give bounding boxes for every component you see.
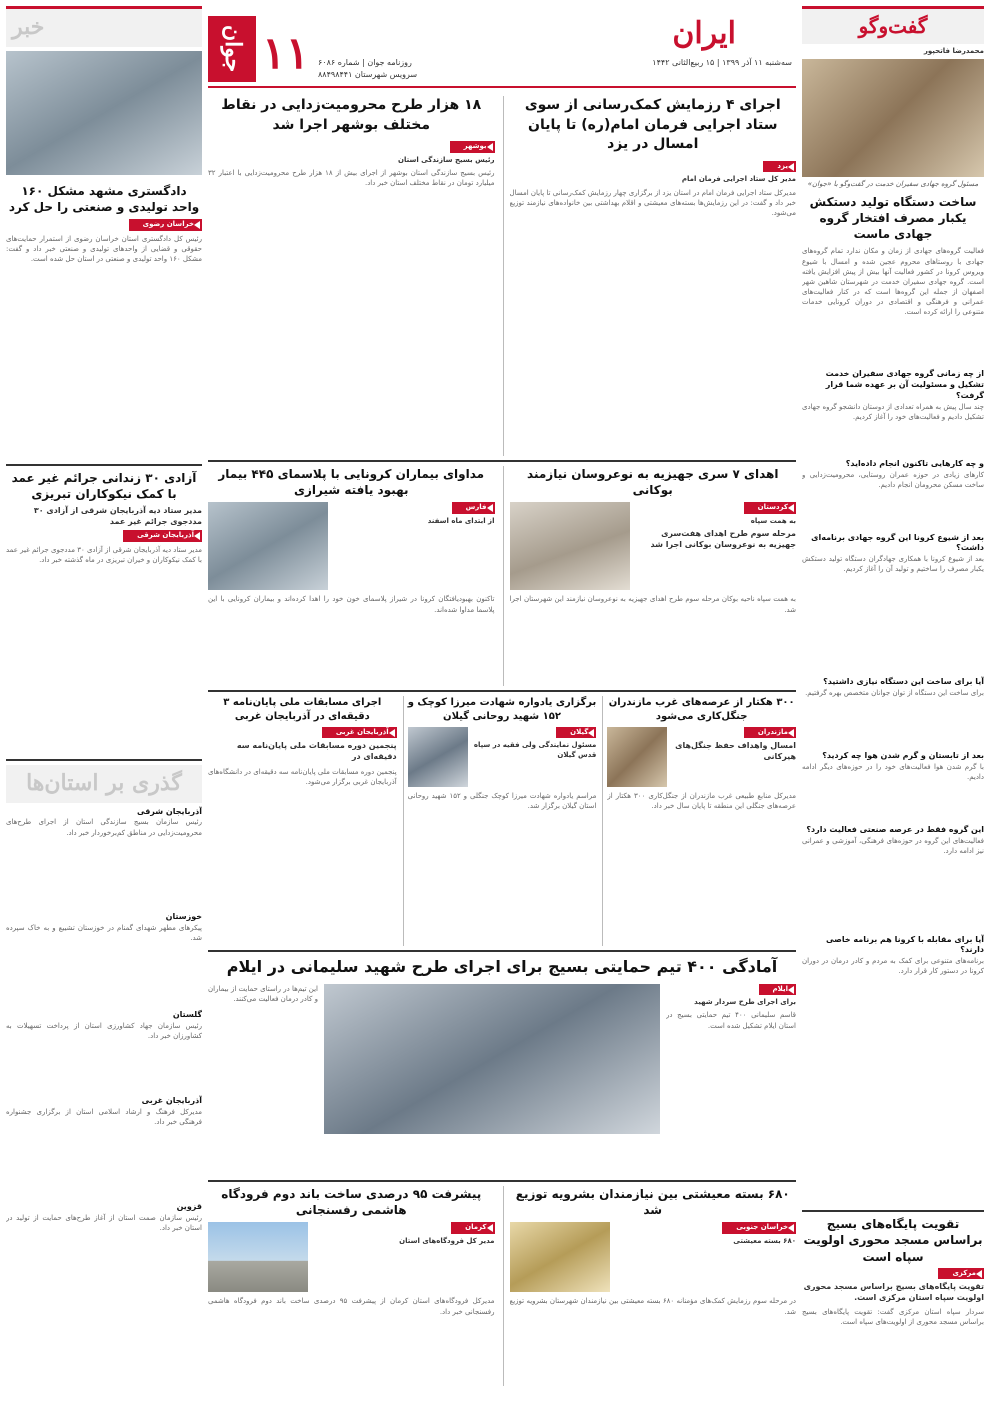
story-bushehr-byline: رئیس بسیج سازندگی استان bbox=[398, 155, 495, 164]
interview-question-3: بعد از شیوع کرونا این گروه جهادی برنامه‌ای داشت؟ bbox=[811, 532, 984, 553]
brief-4-body: مدیرکل فرهنگ و ارشاد اسلامی استان از برگزاری جشنواره فرهنگی خبر داد. bbox=[6, 1107, 202, 1126]
interview-section-title: گفت‌وگو bbox=[858, 14, 928, 38]
brief-5-title: قزوین bbox=[176, 1201, 202, 1211]
interview-answer-7: برنامه‌های متنوعی برای کمک به مردم و کادر درمان در دوران کرونا در دستور کار قرار دارد. bbox=[802, 957, 984, 976]
bottom-right-lead: تقویت پایگاه‌های بسیج براساس مسجد محوری اولویت سپاه استان مرکزی است. bbox=[803, 1282, 984, 1302]
story-south-khorasan-headline: ۶۸۰ بسته معیشتی بین نیازمندان بشرویه توزیع شد bbox=[515, 1187, 790, 1218]
story-ilam-body-2: این تیم‌ها در راستای حمایت از بیماران و کادر درمان فعالیت می‌کنند. bbox=[208, 984, 318, 1003]
newspaper-logo: جوان bbox=[208, 16, 256, 82]
story-west-azarbaijan-headline: اجرای مسابقات ملی پایان‌نامه ۳ دقیقه‌ای در آذربایجان غربی bbox=[223, 697, 382, 722]
story-west-azarbaijan-tag: آذربایجان غربی bbox=[322, 727, 397, 738]
story-gilan-body: مراسم یادواره شهادت میرزا کوچک جنگلی و ۱۵۲ شهید روحانی استان گیلان برگزار شد. bbox=[407, 792, 597, 811]
story-kerman-body: مدیرکل فرودگاه‌های استان کرمان از پیشرفت ۹۵ درصدی ساخت باند دوم فرودگاه هاشمی رفسنجانی خبر داد. bbox=[208, 1297, 495, 1316]
bottom-stories-row bbox=[208, 1186, 796, 1386]
story1-body: رئیس کل دادگستری استان خراسان رضوی از استمرار حمایت‌های حقوقی و قضایی از واحدهای تولیدی و صنعتی خبر داد و گفت: مشکل ۱۶۰ واحد تولیدی و صنعتی در استان حل شده است. bbox=[6, 234, 202, 263]
interview-section-header bbox=[802, 6, 984, 44]
story-kurdistan-tag: کردستان bbox=[744, 502, 796, 513]
story1-headline: دادگستری مشهد مشکل ۱۶۰ واحد تولیدی و صنعتی را حل کرد bbox=[8, 183, 200, 214]
interview-answer-2: کارهای زیادی در حوزه عمران روستایی، محرومیت‌زدایی و ساخت مسکن محرومان انجام دادیم. bbox=[802, 470, 984, 489]
interview-column bbox=[802, 6, 984, 1396]
story-kerman-tag: کرمان bbox=[451, 1222, 494, 1233]
story-mazandaran-tag: مازندران bbox=[744, 727, 796, 738]
interview-answer-4: برای ساخت این دستگاه از توان جوانان متخصص بهره گرفتیم. bbox=[805, 689, 984, 698]
story-south-khorasan-body: در مرحله سوم رزمایش کمک‌های مؤمنانه ۶۸۰ بسته معیشتی بین نیازمندان شهرستان بشرویه توزیع شد. bbox=[509, 1297, 796, 1316]
story-fars-tag: فارس bbox=[452, 502, 495, 513]
story-yazd-byline: مدیر کل ستاد اجرایی فرمان امام bbox=[681, 175, 796, 184]
provinces-section-header bbox=[6, 765, 202, 803]
interview-answer-1: چند سال پیش به همراه تعدادی از دوستان دانشجو گروه جهادی تشکیل دادیم و فعالیت‌های خود را آغاز کردیم. bbox=[802, 402, 984, 421]
story-kurdistan bbox=[503, 466, 797, 686]
interview-photo-caption: مسئول گروه جهادی سفیران خدمت در گفت‌وگو با «جوان» bbox=[807, 180, 979, 189]
news-section-title: خبر bbox=[12, 14, 45, 40]
interview-photo bbox=[802, 59, 984, 177]
brief-4-title: آذربایجان غربی bbox=[141, 1095, 202, 1105]
interview-author: محمدرضا فاتحپور bbox=[923, 47, 984, 55]
story-mazandaran-headline: ۳۰۰ هکتار از عرصه‌های غرب مازندران جنگل‌کاری می‌شود bbox=[608, 697, 795, 722]
interview-answer-3: بعد از شیوع کرونا با همکاری جهادگران دستگاه تولید دستکش یکبار مصرف را ساختیم و تولید آن را آغاز کردیم. bbox=[802, 555, 984, 574]
interview-answer-5: با گرم شدن هوا فعالیت‌های خود را در حوزه‌های دیگر ادامه دادیم. bbox=[802, 762, 984, 781]
third-stories-row bbox=[208, 696, 796, 946]
brief-2-title: خوزستان bbox=[165, 912, 202, 922]
story-kerman bbox=[208, 1186, 495, 1386]
story-west-azarbaijan bbox=[208, 696, 397, 946]
story-mazandaran-photo bbox=[607, 727, 667, 787]
story-west-azarbaijan-body: پنجمین دوره مسابقات ملی پایان‌نامه سه دقیقه‌ای در دانشگاه‌های آذربایجان غربی برگزار می‌شود. bbox=[208, 768, 397, 787]
page-number: ۱۱ bbox=[262, 28, 310, 79]
interview-question-7: آیا برای مقابله با کرونا هم برنامه خاصی دارند؟ bbox=[826, 934, 984, 955]
second-stories-row bbox=[208, 466, 796, 686]
interview-question-2: و چه کارهایی تاکنون انجام داده‌اید؟ bbox=[845, 458, 984, 468]
center-area bbox=[208, 6, 796, 1396]
masthead bbox=[208, 6, 796, 88]
story-fars-body: تاکنون بهبودیافتگان کرونا در شیراز پلاسمای خون خود را اهدا کرده‌اند و بیماران کرونایی با این پلاسما مداوا شده‌اند. bbox=[208, 595, 495, 614]
issue-date: سه‌شنبه ۱۱ آذر ۱۳۹۹ | ۱۵ ربیع‌الثانی ۱۴۴۲ bbox=[652, 58, 792, 67]
story-yazd bbox=[503, 96, 797, 456]
story-kurdistan-body: به همت سپاه ناحیه بوکان مرحله سوم طرح اهدای جهیزیه به نوعروسان نیازمند این شهرستان اجرا شد. bbox=[509, 595, 796, 614]
story-gilan bbox=[403, 696, 597, 946]
story-fars-headline: مداوای بیماران کرونایی با پلاسمای ۴۴۵ بیمار بهبود یافته شیرازی bbox=[218, 467, 485, 498]
story-yazd-headline: اجرای ۴ رزمایش کمک‌رسانی از سوی ستاد اجرایی فرمان امام(ره) تا پایان امسال در یزد bbox=[524, 97, 781, 153]
story-fars-byline: از ابتدای ماه اسفند bbox=[427, 516, 495, 525]
story-bushehr bbox=[208, 96, 495, 456]
story-south-khorasan-byline: ۶۸۰ بسته معیشتی bbox=[733, 1236, 796, 1245]
story2-headline: آزادی ۳۰ زندانی جرائم غیر عمد با کمک نیکوکاران تبریزی bbox=[11, 470, 197, 501]
brief-3-title: گلستان bbox=[172, 1010, 202, 1020]
desk-phone: سرویس شهرستان ۸۸۴۹۸۴۴۱ bbox=[318, 70, 418, 79]
news-photo bbox=[6, 51, 202, 175]
story-gilan-headline: برگزاری یادواره شهادت میرزا کوچک و ۱۵۲ شهید روحانی گیلان bbox=[407, 697, 597, 722]
interview-answer-6: فعالیت‌های این گروه در حوزه‌های فرهنگی، آموزشی و عمرانی نیز ادامه دارد. bbox=[802, 836, 984, 855]
interview-question-6: این گروه فقط در عرصه صنعتی فعالیت دارد؟ bbox=[806, 824, 984, 834]
story-south-khorasan bbox=[503, 1186, 797, 1386]
edition-info: روزنامه جوان | شماره ۶۰۸۶ bbox=[318, 58, 412, 67]
story-yazd-body: مدیرکل ستاد اجرایی فرمان امام در استان یزد از برگزاری چهار رزمایش کمک‌رسانی تا پایان امسال خبر داد و گفت: در این رزمایش‌ها بسته‌های معیشتی و اقلام بهداشتی بین خانواده‌های نیازمند توزیع می‌شود. bbox=[509, 188, 796, 217]
interview-question-4: آیا برای ساخت این دستگاه نیازی داشتید؟ bbox=[823, 677, 984, 687]
story-bushehr-body: رئیس بسیج سازندگی استان بوشهر از اجرای بیش از ۱۸ هزار طرح محرومیت‌زدایی با اعتبار ۳۲ میلیارد تومان در نقاط مختلف استان خبر داد. bbox=[208, 169, 495, 188]
story-mazandaran bbox=[602, 696, 796, 946]
interview-intro-text: فعالیت گروه‌های جهادی از زمان و مکان ندارد تمام گروه‌های جهادی با روستاهای محروم عجین شده و امسال با شیوع ویروس کرونا در کشور فعالیت آنها بیش از پیش افزایش یافته است. گروه جهادی سفیران خدمت در شهرستان شاهین شهر اصفهان از جمله این گروه‌ها است که در کنار فعالیت‌های عمرانی و فرهنگی و اقتصادی در دوران کرونایی خدمات متنوعی را ارائه کرده است. bbox=[802, 247, 984, 317]
story-kerman-photo bbox=[208, 1222, 308, 1292]
top-stories-row bbox=[208, 96, 796, 456]
story-kerman-headline: پیشرفت ۹۵ درصدی ساخت باند دوم فرودگاه هاشمی رفسنجانی bbox=[221, 1187, 482, 1218]
story-mazandaran-body: مدیرکل منابع طبیعی غرب مازندران از جنگل‌کاری ۳۰۰ هکتار از عرصه‌های جنگلی این منطقه تا پایان سال خبر داد. bbox=[607, 792, 796, 811]
story-ilam-headline: آمادگی ۴۰۰ تیم حمایتی بسیج برای اجرای طرح شهید سلیمانی در ایلام bbox=[226, 957, 778, 976]
story-ilam bbox=[208, 956, 796, 1176]
brief-1-body: رئیس سازمان بسیج سازندگی استان از اجرای طرح‌های محرومیت‌زدایی در مناطق کم‌برخوردار خبر داد. bbox=[6, 818, 202, 837]
story-gilan-byline: مسئول نمایندگی ولی فقیه در سپاه قدس گیلان bbox=[473, 741, 597, 759]
story-west-azarbaijan-lead: پنجمین دوره مسابقات ملی پایان‌نامه سه دقیقه‌ای در bbox=[236, 741, 397, 762]
story-bushehr-tag: بوشهر bbox=[450, 141, 495, 152]
story-ilam-body-1: قاسم سلیمانی ۴۰۰ تیم حمایتی بسیج در استان ایلام تشکیل شده است. bbox=[666, 1011, 796, 1030]
brief-5-body: رئیس سازمان صمت استان از آغاز طرح‌های حمایت از تولید در استان خبر داد. bbox=[6, 1213, 202, 1232]
page-brand: ایران bbox=[672, 16, 736, 51]
story1-tag: خراسان رضوی bbox=[129, 219, 202, 230]
bottom-right-tag: مرکزی bbox=[938, 1268, 984, 1279]
story-gilan-photo bbox=[408, 727, 468, 787]
news-section-header bbox=[6, 6, 202, 47]
story-kurdistan-byline: به همت سپاه bbox=[750, 516, 796, 525]
brief-2-body: پیکرهای مطهر شهدای گمنام در خوزستان تشییع و به خاک سپرده شد. bbox=[6, 924, 202, 943]
story2-tag: آذربایجان شرقی bbox=[123, 530, 202, 541]
story-kurdistan-headline: اهدای ۷ سری جهیزیه به نوعروسان نیازمند بوکانی bbox=[527, 467, 779, 498]
story-ilam-tag: ایلام bbox=[759, 984, 796, 995]
provinces-section-title: گذری بر استان‌ها bbox=[26, 769, 182, 796]
brief-1-title: آذربایجان شرقی bbox=[136, 806, 202, 816]
story-ilam-byline: برای اجرای طرح سردار شهید bbox=[694, 998, 796, 1007]
story-fars bbox=[208, 466, 495, 686]
interview-headline: ساخت دستگاه تولید دستکش یکبار مصرف افتخار گروه جهادی ماست bbox=[809, 194, 977, 242]
interview-question-1: از چه زمانی گروه جهادی سفیران خدمت تشکیل و مسئولیت آن بر عهده شما قرار گرفت؟ bbox=[825, 369, 984, 401]
bottom-right-headline: تقویت پایگاه‌های بسیج براساس مسجد محوری اولویت سپاه است bbox=[803, 1217, 983, 1264]
story2-body: مدیر ستاد دیه آذربایجان شرقی از آزادی ۳۰ مددجوی جرائم غیر عمد با کمک نیکوکاران و خیران تبریزی در ماه گذشته خبر داد. bbox=[6, 545, 202, 565]
story-fars-photo bbox=[208, 502, 328, 590]
brief-3-body: رئیس سازمان جهاد کشاورزی استان از پرداخت تسهیلات به کشاورزان خبر داد. bbox=[6, 1021, 202, 1041]
story-kurdistan-lead: مرحله سوم طرح اهدای هفت‌سری جهیزیه به نوعروسان بوکانی اجرا شد bbox=[650, 529, 796, 550]
story-bushehr-headline: ۱۸ هزار طرح محرومیت‌زدایی در نقاط مختلف بوشهر اجرا شد bbox=[221, 97, 482, 133]
news-column bbox=[6, 6, 202, 1396]
story-south-khorasan-tag: خراسان جنوبی bbox=[722, 1222, 796, 1233]
story-ilam-photo bbox=[324, 984, 660, 1134]
story-kerman-byline: مدیر کل فرودگاه‌های استان bbox=[399, 1236, 495, 1245]
story-mazandaran-lead: امسال واهداف حفظ جنگل‌های هیرکانی bbox=[675, 741, 796, 762]
story-kurdistan-photo bbox=[510, 502, 630, 590]
story-south-khorasan-photo bbox=[510, 1222, 610, 1292]
story2-lead: مدیر ستاد دیه آذربایجان شرقی از آزادی ۳۰ مددجوی جرائم غیر عمد bbox=[33, 505, 202, 526]
bottom-right-body: سردار سپاه استان مرکزی گفت: تقویت پایگاه‌های بسیج براساس مسجد محوری از اولویت‌های سپاه است. bbox=[802, 1307, 984, 1326]
story-yazd-tag: یزد bbox=[763, 161, 796, 172]
interview-question-5: بعد از تابستان و گرم شدن هوا چه کردید؟ bbox=[822, 751, 984, 761]
story-gilan-tag: گیلان bbox=[556, 727, 596, 738]
